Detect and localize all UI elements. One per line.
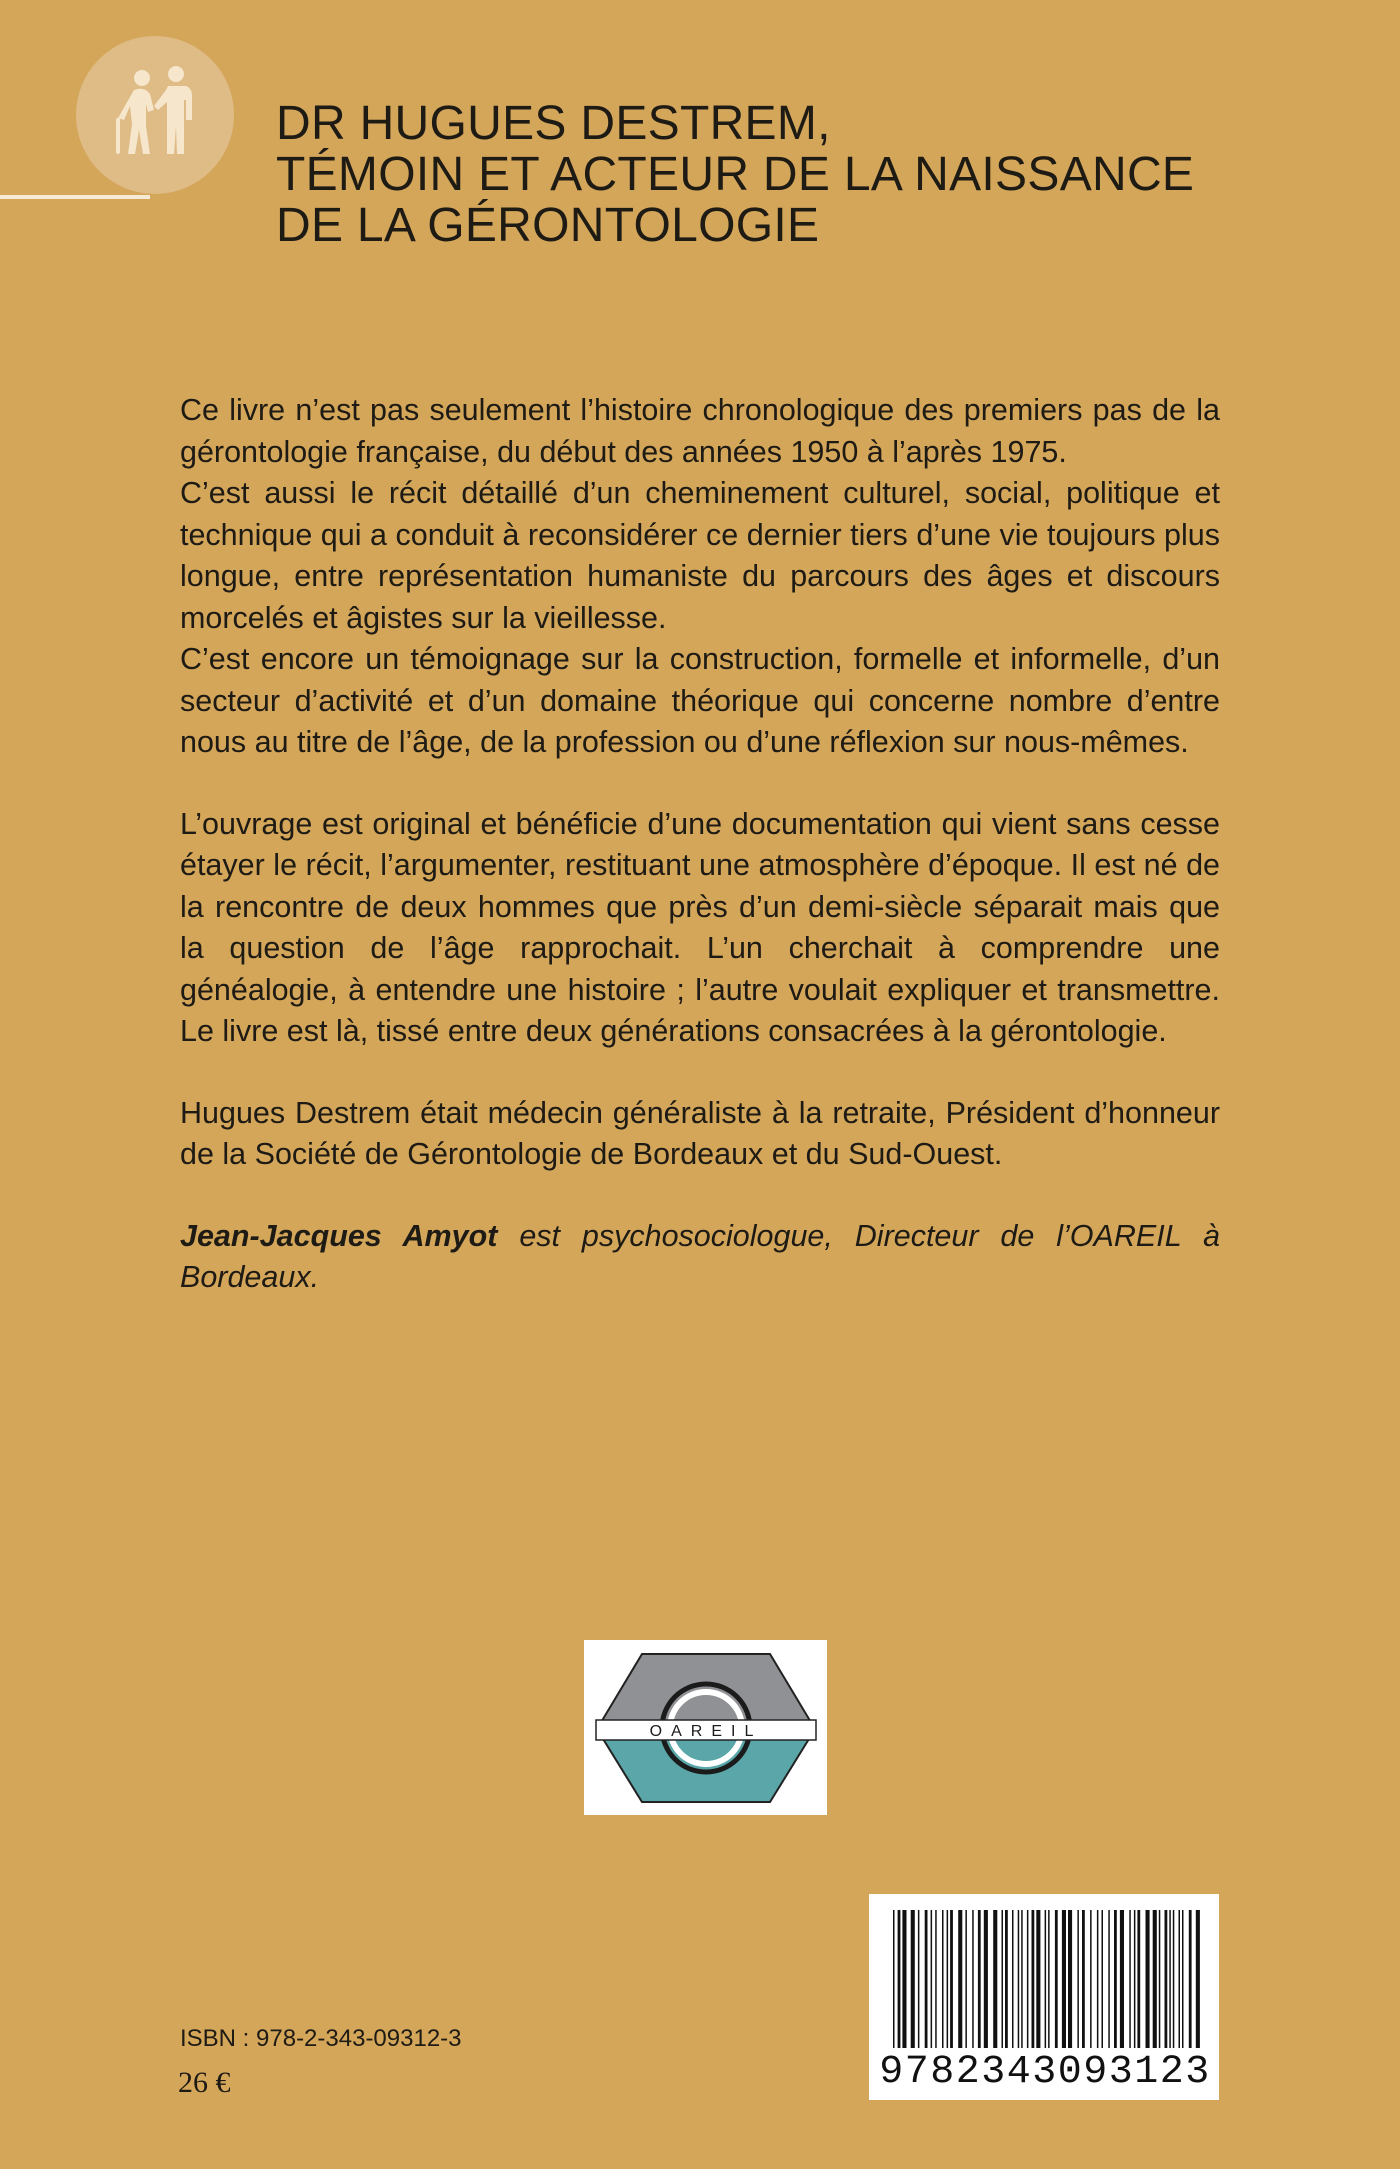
barcode-bar: [1055, 1910, 1058, 2048]
isbn-text: ISBN : 978-2-343-09312-3: [180, 2025, 462, 2052]
barcode-bar: [1062, 1910, 1066, 2048]
barcode-bar: [911, 1910, 915, 2048]
elderly-care-icon: [104, 64, 206, 166]
barcode-bar: [1129, 1910, 1131, 2048]
barcode-bar: [1048, 1910, 1050, 2048]
barcode-bar: [1068, 1910, 1072, 2048]
book-title: [276, 98, 1316, 251]
blurb-paragraph-1: Ce livre n’est pas seulement l’histoire chronologique des premiers pas de la gérontologie française, du début des années 1950 à l’après 1975.: [180, 393, 1220, 469]
blurb-paragraph-2: C’est aussi le récit détaillé d’un cheminement culturel, social, politique et technique qui a conduit à reconsidérer ce dernier tiers d’une vie toujours plus longue, entre représentation humaniste du parcours des âges et discours morcelés et âgistes sur la vieillesse.: [180, 476, 1220, 635]
barcode-bar: [1102, 1910, 1104, 2048]
title-line-3: DE LA GÉRONTOLOGIE: [276, 199, 820, 252]
series-emblem: [76, 36, 234, 194]
header-rule: [0, 195, 150, 199]
barcode-bar: [925, 1910, 928, 2048]
barcode-bar: [1134, 1910, 1136, 2048]
barcode-bar: [1005, 1910, 1008, 2048]
barcode-bar: [1036, 1910, 1040, 2048]
price-text: 26 €: [178, 2066, 231, 2099]
blurb-paragraph-4: L’ouvrage est original et bénéficie d’une documentation qui vient sans cesse étayer le récit, l’argumenter, restituant une atmosphère d’époque. Il est né de la rencontre de deux hommes que près d’un demi-siècle séparait mais que la question de l’âge rapprochait. L’un cherchait à comprendre une généalogie, à entendre une histoire ; l’autre voulait expliquer et transmettre. Le livre est là, tissé entre deux générations consacrées à la gérontologie.: [180, 806, 1220, 1048]
barcode-bar: [1027, 1910, 1029, 2048]
barcode-bar: [1169, 1910, 1171, 2048]
barcode-bar: [1021, 1910, 1023, 2048]
barcode-bar: [1146, 1910, 1150, 2048]
barcode-bar: [1114, 1910, 1117, 2048]
blurb-paragraph-3: C’est encore un témoignage sur la construction, formelle et informelle, d’un secteur d’activité et d’un domaine théorique qui concerne nombre d’entre nous au titre de l’âge, de la profession ou d’une réflexion sur nous-mêmes.: [180, 642, 1220, 759]
barcode-bar: [1179, 1910, 1181, 2048]
barcode-bar: [1077, 1910, 1079, 2048]
barcode-bar: [1097, 1910, 1099, 2048]
barcode-bar: [1120, 1910, 1124, 2048]
barcode-bar: [1189, 1910, 1192, 2048]
barcode-bar: [1173, 1910, 1175, 2048]
barcode-bar: [1090, 1910, 1092, 2048]
barcode-bar: [1159, 1910, 1161, 2048]
barcode-bar: [1002, 1910, 1004, 2048]
barcode-bar: [1137, 1910, 1140, 2048]
barcode-bar: [1196, 1910, 1200, 2048]
barcode-bar: [942, 1910, 944, 2048]
barcode-bar: [958, 1910, 962, 2048]
barcode-bar: [935, 1910, 937, 2048]
logo-text: OAREIL: [649, 1723, 763, 1740]
barcode-bar: [972, 1910, 974, 2048]
barcode-bar: [931, 1910, 933, 2048]
barcode-bar: [993, 1910, 997, 2048]
barcode-bar: [1018, 1910, 1020, 2048]
barcode-bar: [898, 1910, 901, 2048]
coauthor-description: est psychosociologue, Directeur de l’OAREIL à Bordeaux.: [180, 1218, 1220, 1294]
barcode-bar: [1082, 1910, 1085, 2048]
barcode-bar: [1012, 1910, 1014, 2048]
barcode-bar: [918, 1910, 920, 2048]
barcode-bar: [978, 1910, 981, 2048]
barcode-bar: [1165, 1910, 1168, 2048]
back-cover-blurb: [180, 390, 1220, 1299]
coauthor-name: Jean-Jacques Amyot: [180, 1218, 498, 1253]
author-note: Hugues Destrem était médecin généraliste à la retraite, Président d’honneur de la Société de Gérontologie de Bordeaux et du Sud-Ouest.: [180, 1095, 1220, 1171]
title-line-1: DR HUGUES DESTREM,: [276, 97, 831, 150]
barcode-bar: [1045, 1910, 1047, 2048]
barcode-bar: [947, 1910, 949, 2048]
barcode-bar: [1108, 1910, 1110, 2048]
barcode-bar: [984, 1910, 988, 2048]
barcode-bar: [965, 1910, 967, 2048]
oareil-logo: [584, 1640, 827, 1815]
barcode-bar: [1182, 1910, 1184, 2048]
barcode-bar: [902, 1910, 906, 2048]
barcode-bar: [893, 1910, 895, 2048]
barcode-bar: [1153, 1910, 1157, 2048]
isbn-barcode: [869, 1894, 1219, 2100]
barcode-digits: 9782343093123: [879, 2050, 1211, 2095]
title-line-2: TÉMOIN ET ACTEUR DE LA NAISSANCE: [276, 148, 1195, 201]
coauthor-bio: [180, 1216, 1220, 1299]
barcode-bar: [950, 1910, 953, 2048]
barcode-bar: [1032, 1910, 1035, 2048]
